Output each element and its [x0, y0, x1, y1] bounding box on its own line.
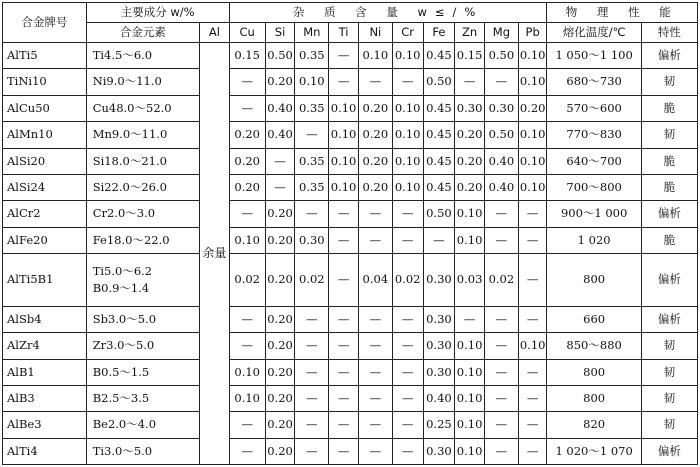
impurity-cell: —	[518, 385, 547, 411]
impurity-cell: 0.10	[455, 438, 485, 464]
property-cell: 脆	[641, 148, 697, 174]
impurity-cell: —	[392, 227, 423, 253]
impurity-cell: 0.10	[518, 148, 547, 174]
header-grade: 合金牌号	[3, 3, 87, 43]
header-imp-ti: Ti	[329, 23, 359, 43]
grade-cell: TiNi10	[3, 69, 87, 95]
melting-temp-cell: 770～830	[547, 122, 641, 148]
alloy-element-cell: Mn9.0～11.0	[86, 122, 199, 148]
impurity-cell: 0.10	[455, 412, 485, 438]
impurity-cell: 0.20	[265, 306, 295, 332]
impurity-cell: 0.35	[295, 148, 329, 174]
impurity-cell: —	[358, 359, 392, 385]
impurity-cell: —	[392, 306, 423, 332]
header-imp-fe: Fe	[423, 23, 455, 43]
grade-cell: AlB3	[3, 385, 87, 411]
impurity-cell: —	[392, 69, 423, 95]
impurity-cell: 0.10	[518, 174, 547, 200]
table-row	[3, 201, 698, 227]
impurity-cell: —	[518, 254, 547, 307]
impurity-cell: —	[484, 201, 518, 227]
table-row	[3, 122, 698, 148]
melting-temp-cell: 820	[547, 412, 641, 438]
table-row	[3, 412, 698, 438]
impurity-cell: 0.10	[455, 385, 485, 411]
impurity-cell: 0.10	[329, 148, 359, 174]
impurity-cell: —	[295, 201, 329, 227]
impurity-cell: —	[518, 306, 547, 332]
grade-cell: AlTi5	[3, 43, 87, 69]
impurity-cell: —	[329, 359, 359, 385]
header-imp-cu: Cu	[229, 23, 265, 43]
impurity-cell: 0.30	[484, 95, 518, 121]
impurity-cell: 0.10	[455, 201, 485, 227]
alloy-element-line: Ti5.0～6.2	[92, 263, 153, 278]
impurity-cell: —	[265, 174, 295, 200]
impurity-cell: —	[455, 306, 485, 332]
property-cell: 韧	[641, 333, 697, 359]
impurity-cell: 0.45	[423, 174, 455, 200]
property-cell: 韧	[641, 359, 697, 385]
impurity-cell: 0.10	[229, 359, 265, 385]
impurity-cell: 0.20	[265, 69, 295, 95]
alloy-element-cell: Cu48.0～52.0	[86, 95, 199, 121]
impurity-cell: —	[329, 43, 359, 69]
melting-temp-cell: 800	[547, 359, 641, 385]
impurity-cell: 0.20	[518, 95, 547, 121]
header-alloy-element: 合金元素	[86, 23, 199, 43]
table-row	[3, 254, 698, 307]
melting-temp-cell: 680～730	[547, 69, 641, 95]
alloy-composition-table	[2, 2, 698, 465]
alloy-element-cell: Si22.0～26.0	[86, 174, 199, 200]
impurity-cell: —	[518, 227, 547, 253]
grade-cell: AlB1	[3, 359, 87, 385]
property-cell: 韧	[641, 412, 697, 438]
header-main-composition: 主要成分 w/%	[86, 3, 229, 23]
impurity-cell: 0.20	[455, 122, 485, 148]
impurity-cell: —	[329, 201, 359, 227]
impurity-cell: 0.30	[295, 227, 329, 253]
impurity-cell: —	[392, 385, 423, 411]
impurity-cell: 0.15	[229, 43, 265, 69]
property-cell: 韧	[641, 385, 697, 411]
impurity-cell: 0.10	[392, 95, 423, 121]
impurity-cell: 0.30	[423, 306, 455, 332]
impurity-cell: 0.02	[392, 254, 423, 307]
impurity-cell: —	[484, 306, 518, 332]
grade-cell: AlSi20	[3, 148, 87, 174]
alloy-element-cell: Sb3.0～5.0	[86, 306, 199, 332]
header-imp-pb: Pb	[518, 23, 547, 43]
melting-temp-cell: 660	[547, 306, 641, 332]
grade-cell: AlSb4	[3, 306, 87, 332]
impurity-cell: 0.15	[455, 43, 485, 69]
grade-cell: AlZr4	[3, 333, 87, 359]
impurity-cell: 0.20	[358, 148, 392, 174]
impurity-cell: 0.10	[518, 122, 547, 148]
impurity-cell: 0.50	[265, 43, 295, 69]
impurity-cell: —	[329, 69, 359, 95]
impurity-cell: 0.20	[229, 148, 265, 174]
impurity-cell: 0.20	[358, 122, 392, 148]
impurity-cell: 0.20	[265, 333, 295, 359]
impurity-cell: —	[329, 254, 359, 307]
impurity-cell: 0.03	[455, 254, 485, 307]
impurity-cell: 0.10	[518, 69, 547, 95]
impurity-cell: —	[484, 385, 518, 411]
header-impurity-content: 杂 质 含 量 w≤/%	[229, 3, 547, 23]
impurity-cell: —	[329, 438, 359, 464]
impurity-cell: 0.25	[423, 412, 455, 438]
impurity-cell: 0.10	[392, 122, 423, 148]
grade-cell: AlTi5B1	[3, 254, 87, 307]
table-body	[3, 43, 698, 465]
impurity-cell: —	[295, 412, 329, 438]
header-physical-properties: 物 理 性 能	[547, 3, 698, 23]
impurity-cell: 0.30	[455, 95, 485, 121]
melting-temp-cell: 700～800	[547, 174, 641, 200]
impurity-cell: 0.40	[265, 122, 295, 148]
melting-temp-cell: 850～880	[547, 333, 641, 359]
impurity-cell: 0.10	[358, 43, 392, 69]
impurity-cell: —	[329, 227, 359, 253]
table-row	[3, 69, 698, 95]
melting-temp-cell: 640～700	[547, 148, 641, 174]
impurity-cell: 0.40	[423, 385, 455, 411]
impurity-cell: —	[358, 306, 392, 332]
alloy-element-cell: Zr3.0～5.0	[86, 333, 199, 359]
impurity-cell: —	[265, 148, 295, 174]
table-row	[3, 306, 698, 332]
impurity-cell: —	[518, 359, 547, 385]
impurity-cell: 0.50	[423, 69, 455, 95]
impurity-cell: —	[392, 359, 423, 385]
alloy-element-cell: Ni9.0～11.0	[86, 69, 199, 95]
grade-cell: AlCu50	[3, 95, 87, 121]
impurity-cell: 0.02	[229, 254, 265, 307]
impurity-cell: —	[295, 122, 329, 148]
impurity-cell: 0.10	[518, 333, 547, 359]
impurity-cell: 0.20	[229, 174, 265, 200]
impurity-cell: —	[295, 359, 329, 385]
property-cell: 韧	[641, 69, 697, 95]
impurity-cell: —	[295, 333, 329, 359]
impurity-cell: —	[295, 385, 329, 411]
al-balance-cell: 余量	[200, 43, 230, 465]
impurity-cell: 0.20	[455, 174, 485, 200]
impurity-cell: —	[229, 438, 265, 464]
impurity-cell: 0.35	[295, 43, 329, 69]
table-row	[3, 43, 698, 69]
impurity-cell: 0.04	[358, 254, 392, 307]
impurity-cell: 0.40	[484, 148, 518, 174]
impurity-cell: —	[392, 438, 423, 464]
header-al: Al	[200, 23, 230, 43]
impurity-cell: 0.45	[423, 43, 455, 69]
property-cell: 脆	[641, 174, 697, 200]
impurity-cell: 0.35	[295, 95, 329, 121]
impurity-cell: 0.20	[229, 122, 265, 148]
impurity-cell: 0.30	[423, 438, 455, 464]
alloy-element-cell: B0.5～1.5	[86, 359, 199, 385]
impurity-cell: 0.30	[423, 333, 455, 359]
impurity-cell: 0.35	[295, 174, 329, 200]
impurity-cell: 0.20	[455, 148, 485, 174]
property-cell: 脆	[641, 95, 697, 121]
impurity-cell: 0.20	[265, 201, 295, 227]
grade-cell: AlCr2	[3, 201, 87, 227]
property-cell: 韧	[641, 122, 697, 148]
table-row	[3, 333, 698, 359]
header-melting-temperature: 熔化温度/℃	[547, 23, 641, 43]
melting-temp-cell: 1 020	[547, 227, 641, 253]
alloy-element-cell: Si18.0～21.0	[86, 148, 199, 174]
property-cell: 偏析	[641, 201, 697, 227]
impurity-cell: 0.10	[329, 174, 359, 200]
grade-cell: AlFe20	[3, 227, 87, 253]
header-imp-mg: Mg	[484, 23, 518, 43]
impurity-cell: 0.10	[392, 148, 423, 174]
table-row	[3, 438, 698, 464]
alloy-element-cell: Cr2.0～3.0	[86, 201, 199, 227]
impurity-cell: —	[484, 412, 518, 438]
impurity-cell: 0.40	[265, 95, 295, 121]
impurity-cell: —	[358, 201, 392, 227]
impurity-cell: 0.20	[265, 359, 295, 385]
alloy-element-cell: Fe18.0～22.0	[86, 227, 199, 253]
impurity-cell: 0.10	[455, 359, 485, 385]
impurity-cell: 0.30	[423, 359, 455, 385]
impurity-cell: —	[358, 385, 392, 411]
impurity-cell: 0.10	[455, 227, 485, 253]
header-property: 特性	[641, 23, 697, 43]
impurity-cell: —	[518, 438, 547, 464]
alloy-element-line: B0.9～1.4	[92, 280, 150, 295]
alloy-element-cell: Be2.0～4.0	[86, 412, 199, 438]
impurity-cell: 0.20	[265, 385, 295, 411]
impurity-cell: 0.20	[265, 254, 295, 307]
impurity-cell: 0.20	[265, 227, 295, 253]
impurity-cell: —	[229, 201, 265, 227]
header-imp-si: Si	[265, 23, 295, 43]
impurity-cell: 0.20	[265, 412, 295, 438]
impurity-cell: 0.10	[392, 174, 423, 200]
table-row	[3, 359, 698, 385]
impurity-cell: 0.10	[518, 43, 547, 69]
impurity-cell: —	[392, 412, 423, 438]
impurity-cell: 0.10	[329, 122, 359, 148]
melting-temp-cell: 800	[547, 385, 641, 411]
impurity-cell: —	[518, 412, 547, 438]
impurity-cell: 0.45	[423, 95, 455, 121]
alloy-element-cell: B2.5～3.5	[86, 385, 199, 411]
grade-cell: AlTi4	[3, 438, 87, 464]
impurity-cell: 0.10	[455, 333, 485, 359]
impurity-cell: —	[329, 306, 359, 332]
property-cell: 脆	[641, 227, 697, 253]
alloy-element-cell	[86, 254, 199, 307]
melting-temp-cell: 1 050～1 100	[547, 43, 641, 69]
header-imp-ni: Ni	[358, 23, 392, 43]
impurity-cell: 0.10	[229, 385, 265, 411]
impurity-cell: 0.50	[484, 43, 518, 69]
impurity-cell: 0.20	[358, 174, 392, 200]
impurity-cell: 0.20	[358, 95, 392, 121]
impurity-cell: 0.45	[423, 148, 455, 174]
melting-temp-cell: 900～1 000	[547, 201, 641, 227]
header-imp-cr: Cr	[392, 23, 423, 43]
impurity-cell: —	[392, 201, 423, 227]
impurity-cell: —	[295, 306, 329, 332]
impurity-cell: —	[329, 412, 359, 438]
impurity-cell: —	[229, 69, 265, 95]
impurity-cell: 0.02	[484, 254, 518, 307]
impurity-cell: 0.45	[423, 122, 455, 148]
impurity-cell: —	[484, 438, 518, 464]
impurity-cell: —	[484, 69, 518, 95]
impurity-cell: —	[229, 333, 265, 359]
header-imp-mn: Mn	[295, 23, 329, 43]
impurity-cell: 0.50	[484, 122, 518, 148]
table-row	[3, 148, 698, 174]
impurity-cell: —	[392, 333, 423, 359]
alloy-element-cell: Ti3.0～5.0	[86, 438, 199, 464]
melting-temp-cell: 570～600	[547, 95, 641, 121]
table-row	[3, 174, 698, 200]
impurity-cell: —	[423, 227, 455, 253]
impurity-cell: 0.10	[392, 43, 423, 69]
impurity-cell: 0.02	[295, 254, 329, 307]
impurity-cell: 0.10	[329, 95, 359, 121]
property-cell: 偏析	[641, 43, 697, 69]
property-cell: 偏析	[641, 438, 697, 464]
alloy-element-cell: Ti4.5～6.0	[86, 43, 199, 69]
impurity-cell: —	[329, 333, 359, 359]
impurity-cell: —	[358, 69, 392, 95]
melting-temp-cell: 800	[547, 254, 641, 307]
impurity-cell: —	[455, 69, 485, 95]
impurity-cell: —	[358, 438, 392, 464]
impurity-cell: —	[229, 412, 265, 438]
property-cell: 偏析	[641, 306, 697, 332]
grade-cell: AlMn10	[3, 122, 87, 148]
impurity-cell: 0.30	[423, 254, 455, 307]
table-row	[3, 227, 698, 253]
impurity-cell: —	[484, 227, 518, 253]
impurity-cell: 0.40	[484, 174, 518, 200]
table-row	[3, 95, 698, 121]
melting-temp-cell: 1 020～1 070	[547, 438, 641, 464]
impurity-cell: 0.10	[295, 69, 329, 95]
impurity-cell: —	[484, 333, 518, 359]
property-cell: 偏析	[641, 254, 697, 307]
table-row	[3, 385, 698, 411]
impurity-cell: —	[358, 412, 392, 438]
impurity-cell: 0.10	[229, 227, 265, 253]
impurity-cell: —	[358, 333, 392, 359]
impurity-cell: —	[484, 359, 518, 385]
impurity-cell: —	[518, 201, 547, 227]
impurity-cell: 0.50	[423, 201, 455, 227]
impurity-cell: —	[358, 227, 392, 253]
impurity-cell: —	[229, 306, 265, 332]
impurity-cell: —	[329, 385, 359, 411]
grade-cell: AlBe3	[3, 412, 87, 438]
header-imp-zn: Zn	[455, 23, 485, 43]
impurity-cell: —	[229, 95, 265, 121]
grade-cell: AlSi24	[3, 174, 87, 200]
impurity-cell: 0.20	[265, 438, 295, 464]
impurity-cell: —	[295, 438, 329, 464]
